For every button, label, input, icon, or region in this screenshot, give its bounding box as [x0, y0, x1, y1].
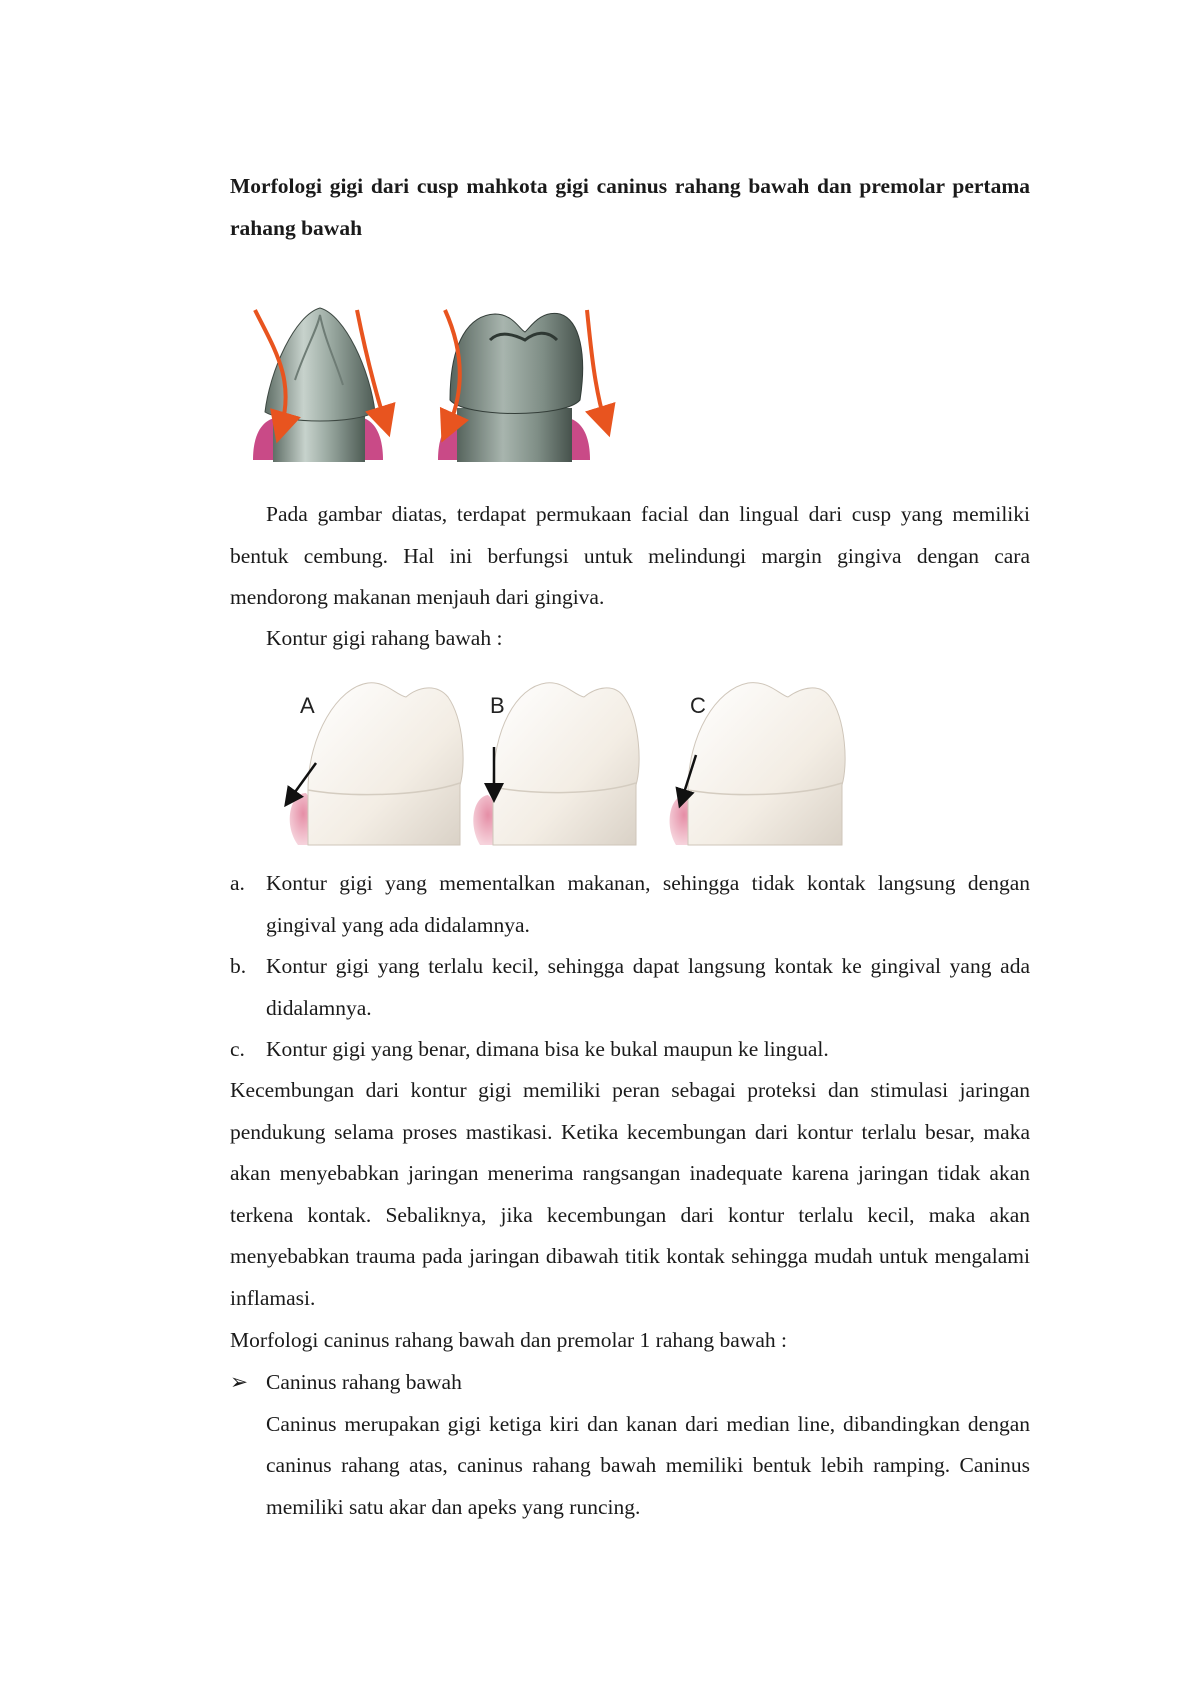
- morphology-intro: Morfologi caninus rahang bawah dan premolar 1 rahang bawah :: [230, 1328, 788, 1352]
- contour-example-a: [290, 683, 463, 845]
- list-item-text: Kontur gigi yang mementalkan makanan, sehingga tidak kontak langsung dengan gingival yang ada didalamnya.: [266, 871, 1030, 937]
- figure-contour-examples: [268, 675, 868, 850]
- list-item: [230, 863, 1030, 946]
- arrow-icon: [587, 310, 605, 422]
- bullet-heading: Caninus rahang bawah: [266, 1370, 462, 1394]
- bullet-text: Caninus merupakan gigi ketiga kiri dan kanan dari median line, dibandingkan dengan caninus rahang atas, caninus rahang bawah memiliki bentuk lebih ramping. Caninus memiliki satu akar dan apeks yang runcing.: [266, 1411, 1030, 1519]
- figure-label-b: B: [490, 693, 505, 718]
- arrow-bullet-icon: ➢: [230, 1370, 249, 1394]
- figure-label-c: C: [690, 693, 706, 718]
- list-marker: a.: [230, 871, 245, 895]
- contour-example-c: [670, 683, 846, 845]
- paragraph-cusp-description: Pada gambar diatas, terdapat permukaan facial dan lingual dari cusp yang memiliki bentuk cembung. Hal ini berfungsi untuk melindungi margin gingiva dengan cara mendorong makanan menjauh dari gingiva.: [230, 502, 1030, 609]
- list-marker: c.: [230, 1037, 245, 1061]
- list-item: [230, 946, 1030, 1029]
- figure-tooth-crowns: [235, 300, 645, 470]
- list-item: [230, 1029, 1030, 1071]
- morphology-bullets: [230, 1362, 1030, 1528]
- paragraph-convexity: Kecembungan dari kontur gigi memiliki peran sebagai proteksi dan stimulasi jaringan pendukung selama proses mastikasi. Ketika kecembungan dari kontur terlalu besar, maka akan menyebabkan jaringan menerima rangsangan inadequate karena jaringan tidak akan terkena kontak. Sebaliknya, jika kecembungan dari kontur terlalu kecil, maka akan menyebabkan trauma pada jaringan dibawah titik kontak sehingga mudah untuk mengalami inflamasi.: [230, 1078, 1030, 1310]
- figure-label-a: A: [300, 693, 315, 718]
- contour-example-b: [473, 683, 639, 845]
- list-marker: b.: [230, 954, 247, 978]
- list-item-text: Kontur gigi yang terlalu kecil, sehingga dapat langsung kontak ke gingival yang ada didalamnya.: [266, 954, 1030, 1020]
- list-item-text: Kontur gigi yang benar, dimana bisa ke bukal maupun ke lingual.: [266, 1037, 829, 1061]
- canine-crown-illustration: [253, 308, 383, 462]
- contour-list: [230, 863, 1030, 1071]
- contour-intro: Kontur gigi rahang bawah :: [266, 626, 503, 650]
- bullet-item: [230, 1362, 1030, 1404]
- page-title: Morfologi gigi dari cusp mahkota gigi caninus rahang bawah dan premolar pertama rahang bawah: [230, 174, 1030, 240]
- bullet-body: [230, 1404, 1030, 1529]
